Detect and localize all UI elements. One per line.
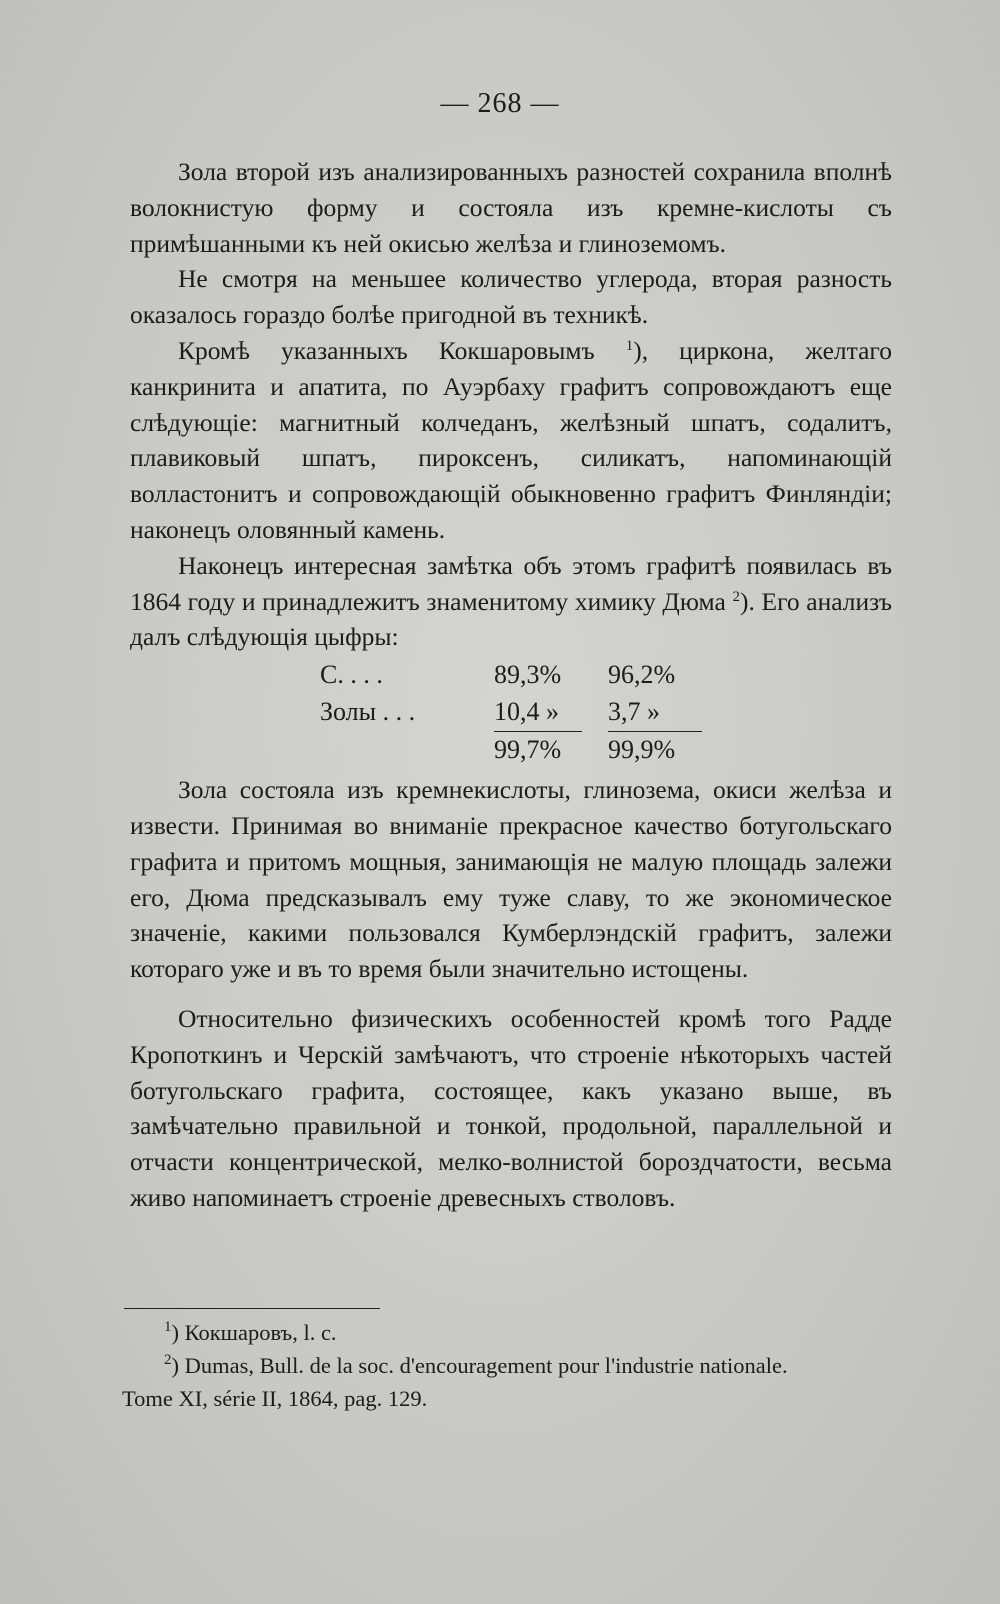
value-cell: 3,7 » — [608, 697, 660, 727]
paragraph-text: ), циркона, желтаго канкринита и апатита, по Ауэрбаху графитъ сопровождаютъ еще слѣдующіе: магнитный колчеданъ, желѣзный шпатъ, содалитъ, плавиковый шпатъ, пироксенъ, силикатъ, напоминающій волластонитъ и сопровождающій обыкновенно графитъ Финляндіи; наконецъ оловянный камень. — [130, 335, 892, 544]
footnote-divider — [124, 1308, 380, 1309]
main-text — [130, 154, 892, 1216]
footnote-text: ) Кокшаровъ, l. c. — [171, 1320, 337, 1345]
footnote-mark: 1 — [164, 1319, 172, 1335]
table-total-row — [130, 731, 892, 768]
total-cell: 99,9% — [608, 731, 702, 768]
row-label: С. . . . — [320, 660, 383, 690]
footnote-ref-2: 2 — [732, 588, 740, 605]
footnote-2-continuation: Tome XI, série II, 1864, pag. 129. — [122, 1386, 428, 1411]
footnote-1 — [122, 1316, 894, 1349]
footnote-text: ) Dumas, Bull. de la soc. d'encouragement pour l'industrie nationale. — [171, 1353, 788, 1378]
value-cell: 89,3% — [494, 660, 562, 690]
paragraph-physical-features: Относительно физическихъ особенностей кромѣ того Радде Кропоткинъ и Черскій замѣчаютъ, что строеніе нѣкоторыхъ частей ботугольскаго графита, состоящее, какъ указано выше, въ замѣчательно правильной и тонкой, продольной, параллельной и отчасти концентрической, мелко-волнистой бороздчатости, весьма живо напоминаетъ строеніе древесныхъ стволовъ. — [130, 1003, 892, 1212]
paragraph-ash-composition: Зола второй изъ анализированныхъ разностей сохранила вполнѣ волокнистую форму и состояла изъ кремне-кислоты съ примѣшанными къ ней окисью желѣза и глиноземомъ. — [130, 157, 892, 258]
footnote-ref-1: 1 — [625, 337, 634, 354]
paragraph-carbon-quantity: Не смотря на меньшее количество углерода, вторая разность оказалось гораздо болѣе пригодной въ техникѣ. — [130, 264, 892, 330]
paragraph-text: ). Его анализъ далъ слѣдующія цыфры: — [130, 586, 893, 652]
footnote-2 — [122, 1349, 894, 1382]
footnote-mark: 2 — [164, 1352, 172, 1368]
analysis-table — [130, 657, 892, 768]
paragraph-accompanying-minerals — [130, 333, 892, 548]
paragraph-text: Кромѣ указанныхъ Кокшаровымъ — [178, 335, 626, 365]
paragraph-dumas-note — [130, 548, 892, 655]
row-label: Золы . . . — [320, 697, 416, 727]
value-cell: 10,4 » — [494, 697, 559, 727]
total-cell: 99,7% — [494, 731, 582, 768]
paragraph-text: Наконецъ интересная замѣтка объ этомъ графитѣ появилась въ 1864 году и принадлежитъ знаменитому химику Дюма — [130, 550, 892, 616]
paragraph-ash-and-prediction: Зола состояла изъ кремнекислоты, глинозема, окиси желѣза и извести. Принимая во вниманіе прекрасное качество ботугольскаго графита и притомъ мощныя, занимающія не малую площадь залежи его, Дюма предсказывалъ ему туже славу, то же экономическое значеніе, какими пользовался Кумберлэндскій графитъ, залежи котораго уже и въ то время были значительно истощены. — [130, 775, 892, 984]
footnotes — [122, 1316, 894, 1415]
page-number: — 268 — — [440, 88, 560, 119]
value-cell: 96,2% — [608, 660, 676, 690]
table-row — [130, 657, 892, 694]
table-row — [130, 694, 892, 731]
